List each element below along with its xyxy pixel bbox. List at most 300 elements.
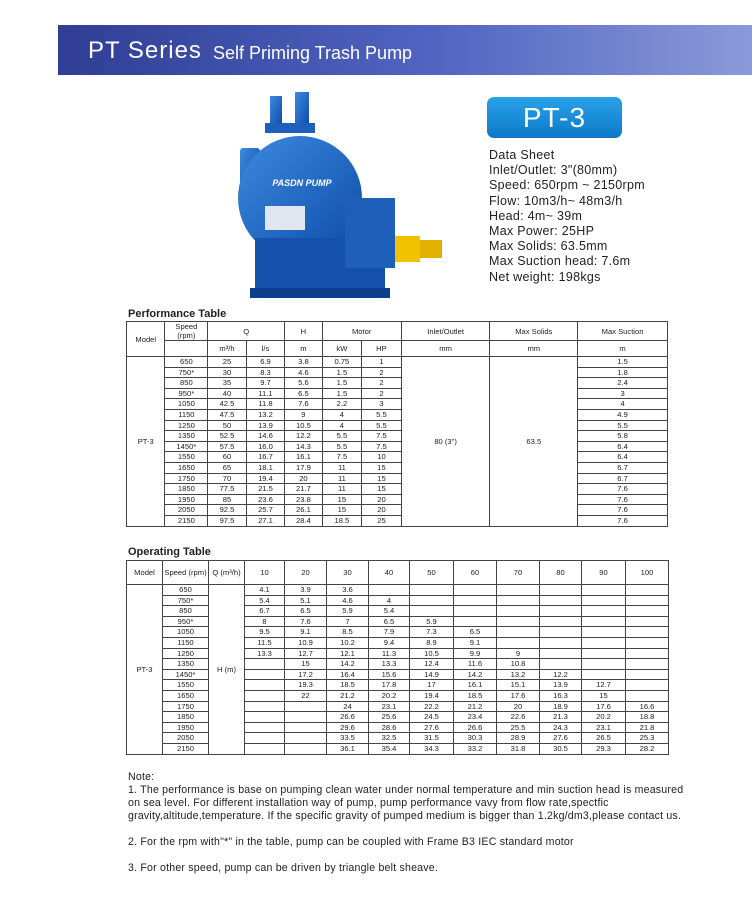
value-cell: 9 <box>285 409 322 420</box>
head-cell <box>626 659 669 670</box>
speed-cell: 1050 <box>163 627 209 638</box>
head-cell: 27.6 <box>540 733 582 744</box>
note-2: 2. For the rpm with"*" in the table, pump can be coupled with Frame B3 IEC standard motor <box>128 836 574 848</box>
head-cell <box>626 648 669 659</box>
table-row <box>127 505 668 516</box>
head-cell: 10.5 <box>410 648 454 659</box>
speed-cell: 1450* <box>163 669 209 680</box>
head-cell <box>540 637 582 648</box>
value-cell: 14.6 <box>246 431 285 442</box>
value-cell: 15 <box>322 494 362 505</box>
value-cell: 28.4 <box>285 515 322 526</box>
head-cell: 29.3 <box>582 743 626 754</box>
pump-brand: PASDN PUMP <box>272 178 332 188</box>
value-cell: 8.3 <box>246 367 285 378</box>
head-cell: 11.5 <box>245 637 285 648</box>
value-cell: 5.5 <box>322 441 362 452</box>
head-cell <box>626 616 669 627</box>
head-cell <box>285 733 327 744</box>
speed-cell: 1350 <box>165 431 208 442</box>
head-cell: 12.7 <box>582 680 626 691</box>
head-cell: 9.1 <box>454 637 497 648</box>
header-speed: Speed (rpm) <box>163 561 209 585</box>
head-cell: 33.2 <box>454 743 497 754</box>
head-cell: 28.9 <box>497 733 540 744</box>
flow-80: 80 <box>540 561 582 585</box>
head-cell: 16.4 <box>327 669 369 680</box>
value-cell: 50 <box>208 420 246 431</box>
flow-100: 100 <box>626 561 669 585</box>
head-cell: 23.1 <box>369 701 410 712</box>
table-row <box>127 733 669 744</box>
value-cell: 7.6 <box>285 399 322 410</box>
model-cell: PT-3 <box>127 357 165 527</box>
head-cell <box>454 616 497 627</box>
head-cell <box>540 659 582 670</box>
head-cell: 11.6 <box>454 659 497 670</box>
speed-cell: 750* <box>165 367 208 378</box>
suction-cell: 5.8 <box>578 431 668 442</box>
flow-20: 20 <box>285 561 327 585</box>
suction-cell: 7.6 <box>578 515 668 526</box>
value-cell: 7.5 <box>362 441 402 452</box>
head-cell: 16.1 <box>454 680 497 691</box>
header-model: Model <box>127 322 165 357</box>
value-cell: 52.5 <box>208 431 246 442</box>
head-cell: 19.3 <box>285 680 327 691</box>
head-cell: 3.9 <box>285 585 327 596</box>
table-row <box>127 606 669 617</box>
operating-table <box>126 560 669 755</box>
head-cell <box>454 585 497 596</box>
spec-line: Inlet/Outlet: 3"(80mm) <box>489 163 618 178</box>
operating-table-title: Operating Table <box>128 546 211 558</box>
speed-cell: 2150 <box>163 743 209 754</box>
table-row <box>127 441 668 452</box>
value-cell: 47.5 <box>208 409 246 420</box>
head-cell <box>245 722 285 733</box>
header-inlet: Inlet/Outlet <box>401 322 490 341</box>
suction-cell: 6.7 <box>578 473 668 484</box>
head-cell: 34.3 <box>410 743 454 754</box>
head-cell: 3.6 <box>327 585 369 596</box>
speed-cell: 1250 <box>163 648 209 659</box>
value-cell: 27.1 <box>246 515 285 526</box>
performance-table-title: Performance Table <box>128 308 227 320</box>
value-cell: 20 <box>285 473 322 484</box>
head-cell: 11.3 <box>369 648 410 659</box>
speed-cell: 950* <box>163 616 209 627</box>
head-cell: 23.4 <box>454 712 497 723</box>
notes-title: Note: <box>128 771 155 783</box>
speed-cell: 1150 <box>165 409 208 420</box>
unit: HP <box>362 341 402 357</box>
head-cell <box>582 637 626 648</box>
head-cell: 14.2 <box>327 659 369 670</box>
head-cell: 28.2 <box>626 743 669 754</box>
value-cell: 1 <box>362 357 402 368</box>
head-cell: 8 <box>245 616 285 627</box>
head-cell: 9.5 <box>245 627 285 638</box>
head-cell <box>540 627 582 638</box>
head-cell <box>497 637 540 648</box>
header-banner <box>58 25 752 75</box>
head-cell: 5.4 <box>369 606 410 617</box>
value-cell: 25 <box>362 515 402 526</box>
inlet-cell: 80 (3") <box>401 357 490 527</box>
head-cell: 18.5 <box>327 680 369 691</box>
head-cell <box>410 606 454 617</box>
head-cell <box>497 616 540 627</box>
table-row <box>127 743 669 754</box>
head-cell <box>497 595 540 606</box>
table-row <box>127 494 668 505</box>
head-cell <box>626 585 669 596</box>
head-label-cell: H (m) <box>209 585 245 755</box>
suction-cell: 3 <box>578 388 668 399</box>
head-cell <box>245 680 285 691</box>
speed-cell: 950* <box>165 388 208 399</box>
head-cell <box>582 585 626 596</box>
head-cell: 20.2 <box>369 690 410 701</box>
head-cell: 9.1 <box>285 627 327 638</box>
table-row <box>127 484 668 495</box>
value-cell: 57.5 <box>208 441 246 452</box>
spec-line: Max Power: 25HP <box>489 224 595 239</box>
value-cell: 4.6 <box>285 367 322 378</box>
header-speed: Speed (rpm) <box>165 322 208 341</box>
header-q: Q <box>208 322 285 341</box>
value-cell: 25.7 <box>246 505 285 516</box>
suction-cell: 7.6 <box>578 505 668 516</box>
head-cell <box>626 690 669 701</box>
model-cell: PT-3 <box>127 585 163 755</box>
head-cell: 6.7 <box>245 606 285 617</box>
value-cell: 11.8 <box>246 399 285 410</box>
head-cell: 22 <box>285 690 327 701</box>
flow-60: 60 <box>454 561 497 585</box>
value-cell: 6.9 <box>246 357 285 368</box>
speed-cell: 1650 <box>163 690 209 701</box>
head-cell <box>245 712 285 723</box>
head-cell: 17.6 <box>497 690 540 701</box>
value-cell: 17.9 <box>285 462 322 473</box>
head-cell: 26.6 <box>327 712 369 723</box>
head-cell: 7 <box>327 616 369 627</box>
head-cell: 31.5 <box>410 733 454 744</box>
head-cell: 17.8 <box>369 680 410 691</box>
head-cell <box>582 669 626 680</box>
head-cell <box>540 648 582 659</box>
head-cell: 15.1 <box>497 680 540 691</box>
head-cell: 9 <box>497 648 540 659</box>
head-cell: 29.6 <box>327 722 369 733</box>
head-cell: 20 <box>497 701 540 712</box>
head-cell <box>626 637 669 648</box>
head-cell: 9.9 <box>454 648 497 659</box>
speed-cell: 1950 <box>163 722 209 733</box>
value-cell: 97.5 <box>208 515 246 526</box>
value-cell: 5.6 <box>285 378 322 389</box>
spec-line: Speed: 650rpm ~ 2150rpm <box>489 178 645 193</box>
table-row <box>127 627 669 638</box>
speed-cell: 1150 <box>163 637 209 648</box>
suction-cell: 4 <box>578 399 668 410</box>
speed-cell: 1850 <box>165 484 208 495</box>
table-row <box>127 357 668 368</box>
value-cell: 3 <box>362 399 402 410</box>
head-cell: 30.5 <box>540 743 582 754</box>
speed-cell: 1750 <box>165 473 208 484</box>
head-cell <box>245 659 285 670</box>
value-cell: 21.5 <box>246 484 285 495</box>
suction-cell: 6.4 <box>578 452 668 463</box>
pump-illustration <box>235 88 455 303</box>
suction-cell: 7.6 <box>578 494 668 505</box>
head-cell: 13.9 <box>540 680 582 691</box>
head-cell: 13.3 <box>245 648 285 659</box>
table-row <box>127 595 669 606</box>
head-cell: 32.5 <box>369 733 410 744</box>
value-cell: 18.1 <box>246 462 285 473</box>
head-cell <box>582 659 626 670</box>
note-1: 1. The performance is base on pumping clean water under normal temperature and min suction head is measured on sea level. For different installation way of pump, pump performance vavy from flow rate,spectfic gravity,altitude,temperature. If the specific gravity of pumped medium is bigger than 1.2kg/dm3,please contact us. <box>128 784 684 822</box>
head-cell: 24.5 <box>410 712 454 723</box>
head-cell: 10.9 <box>285 637 327 648</box>
unit: m³/h <box>208 341 246 357</box>
speed-cell: 2050 <box>163 733 209 744</box>
head-cell <box>582 616 626 627</box>
head-cell <box>245 733 285 744</box>
header-suction: Max Suction <box>578 322 668 341</box>
table-row <box>127 399 668 410</box>
value-cell: 7.5 <box>362 431 402 442</box>
head-cell <box>369 585 410 596</box>
value-cell: 77.5 <box>208 484 246 495</box>
value-cell: 3.8 <box>285 357 322 368</box>
head-cell: 26.5 <box>582 733 626 744</box>
head-cell: 6.5 <box>454 627 497 638</box>
table-row <box>127 409 668 420</box>
table-row <box>127 648 669 659</box>
suction-cell: 2.4 <box>578 378 668 389</box>
table-row <box>127 712 669 723</box>
value-cell: 2.2 <box>322 399 362 410</box>
head-cell <box>540 616 582 627</box>
value-cell: 2 <box>362 378 402 389</box>
table-row <box>127 462 668 473</box>
head-cell <box>626 595 669 606</box>
head-cell <box>454 595 497 606</box>
unit: mm <box>490 341 578 357</box>
flow-70: 70 <box>497 561 540 585</box>
head-cell <box>245 743 285 754</box>
head-cell: 18.5 <box>454 690 497 701</box>
head-cell: 20.2 <box>582 712 626 723</box>
head-cell: 36.1 <box>327 743 369 754</box>
head-cell <box>626 606 669 617</box>
value-cell: 6.5 <box>285 388 322 399</box>
header-h: H <box>285 322 322 341</box>
head-cell: 6.5 <box>369 616 410 627</box>
head-cell: 17.6 <box>582 701 626 712</box>
head-cell <box>582 627 626 638</box>
head-cell: 5.1 <box>285 595 327 606</box>
suction-cell: 7.6 <box>578 484 668 495</box>
table-row <box>127 701 669 712</box>
head-cell: 15 <box>285 659 327 670</box>
header-model: Model <box>127 561 163 585</box>
value-cell: 1.5 <box>322 367 362 378</box>
value-cell: 10 <box>362 452 402 463</box>
head-cell: 13.2 <box>497 669 540 680</box>
value-cell: 65 <box>208 462 246 473</box>
head-cell: 28.6 <box>369 722 410 733</box>
head-cell <box>245 701 285 712</box>
value-cell: 0.75 <box>322 357 362 368</box>
value-cell: 15 <box>362 473 402 484</box>
table-row <box>127 388 668 399</box>
unit: m <box>578 341 668 357</box>
model-badge: PT-3 <box>487 97 622 138</box>
value-cell: 14.3 <box>285 441 322 452</box>
speed-cell: 1950 <box>165 494 208 505</box>
head-cell: 25.6 <box>369 712 410 723</box>
head-cell: 17.2 <box>285 669 327 680</box>
spec-line: Net weight: 198kgs <box>489 269 601 284</box>
value-cell: 1.5 <box>322 388 362 399</box>
head-cell: 23.1 <box>582 722 626 733</box>
speed-cell: 2050 <box>165 505 208 516</box>
head-cell: 25.5 <box>497 722 540 733</box>
table-row <box>127 616 669 627</box>
speed-cell: 650 <box>163 585 209 596</box>
speed-cell: 1550 <box>165 452 208 463</box>
value-cell: 12.2 <box>285 431 322 442</box>
head-cell: 14.2 <box>454 669 497 680</box>
unit: mm <box>401 341 490 357</box>
table-row <box>127 420 668 431</box>
value-cell: 35 <box>208 378 246 389</box>
head-cell: 15.6 <box>369 669 410 680</box>
value-cell: 4 <box>322 420 362 431</box>
head-cell <box>410 585 454 596</box>
value-cell: 42.5 <box>208 399 246 410</box>
value-cell: 2 <box>362 367 402 378</box>
table-row <box>127 669 669 680</box>
speed-cell: 1050 <box>165 399 208 410</box>
value-cell: 92.5 <box>208 505 246 516</box>
head-cell <box>626 680 669 691</box>
head-cell: 9.4 <box>369 637 410 648</box>
spec-list <box>489 148 645 285</box>
value-cell: 1.5 <box>322 378 362 389</box>
table-row <box>127 473 668 484</box>
value-cell: 5.5 <box>362 420 402 431</box>
head-cell: 19.4 <box>410 690 454 701</box>
head-cell: 4.6 <box>327 595 369 606</box>
spec-line: Max Solids: 63.5mm <box>489 239 608 254</box>
speed-cell: 1550 <box>163 680 209 691</box>
head-cell <box>285 722 327 733</box>
suction-cell: 1.8 <box>578 367 668 378</box>
series-title: PT Series <box>88 37 202 64</box>
head-cell <box>540 606 582 617</box>
value-cell: 16.1 <box>285 452 322 463</box>
head-cell: 24.3 <box>540 722 582 733</box>
head-cell: 8.9 <box>410 637 454 648</box>
value-cell: 16.0 <box>246 441 285 452</box>
suction-cell: 6.4 <box>578 441 668 452</box>
table-row <box>127 585 669 596</box>
speed-cell: 1750 <box>163 701 209 712</box>
spec-line: Max Suction head: 7.6m <box>489 254 631 269</box>
head-cell <box>540 595 582 606</box>
value-cell: 4 <box>322 409 362 420</box>
head-cell: 10.8 <box>497 659 540 670</box>
spec-line: Flow: 10m3/h~ 48m3/h <box>489 193 623 208</box>
head-cell: 22.6 <box>497 712 540 723</box>
value-cell: 23.8 <box>285 494 322 505</box>
head-cell <box>285 701 327 712</box>
head-cell <box>285 743 327 754</box>
speed-cell: 1850 <box>163 712 209 723</box>
head-cell: 18.8 <box>626 712 669 723</box>
value-cell: 16.7 <box>246 452 285 463</box>
speed-cell: 850 <box>163 606 209 617</box>
value-cell: 15 <box>322 505 362 516</box>
value-cell: 20 <box>362 505 402 516</box>
value-cell: 18.5 <box>322 515 362 526</box>
value-cell: 13.9 <box>246 420 285 431</box>
note-3: 3. For other speed, pump can be driven by triangle belt sheave. <box>128 862 438 874</box>
head-cell: 30.3 <box>454 733 497 744</box>
head-cell: 12.4 <box>410 659 454 670</box>
unit: m <box>285 341 322 357</box>
head-cell: 6.5 <box>285 606 327 617</box>
value-cell: 5.5 <box>362 409 402 420</box>
header-q: Q (m³/h) <box>209 561 245 585</box>
head-cell <box>410 595 454 606</box>
head-cell: 5.4 <box>245 595 285 606</box>
table-row <box>127 378 668 389</box>
head-cell <box>497 627 540 638</box>
head-cell: 26.6 <box>454 722 497 733</box>
table-row <box>127 367 668 378</box>
series-subtitle: Self Priming Trash Pump <box>213 43 413 63</box>
table-row <box>127 515 668 526</box>
suction-cell: 1.5 <box>578 357 668 368</box>
value-cell: 25 <box>208 357 246 368</box>
value-cell: 15 <box>362 462 402 473</box>
suction-cell: 5.5 <box>578 420 668 431</box>
head-cell <box>245 669 285 680</box>
unit: l/s <box>246 341 285 357</box>
value-cell: 11 <box>322 473 362 484</box>
spec-line: Data Sheet <box>489 148 555 162</box>
head-cell: 7.9 <box>369 627 410 638</box>
head-cell <box>582 595 626 606</box>
head-cell <box>540 585 582 596</box>
head-cell: 24 <box>327 701 369 712</box>
flow-10: 10 <box>245 561 285 585</box>
head-cell <box>626 669 669 680</box>
speed-cell: 650 <box>165 357 208 368</box>
head-cell: 7.3 <box>410 627 454 638</box>
speed-cell: 2150 <box>165 515 208 526</box>
speed-cell: 1250 <box>165 420 208 431</box>
solids-cell: 63.5 <box>490 357 578 527</box>
